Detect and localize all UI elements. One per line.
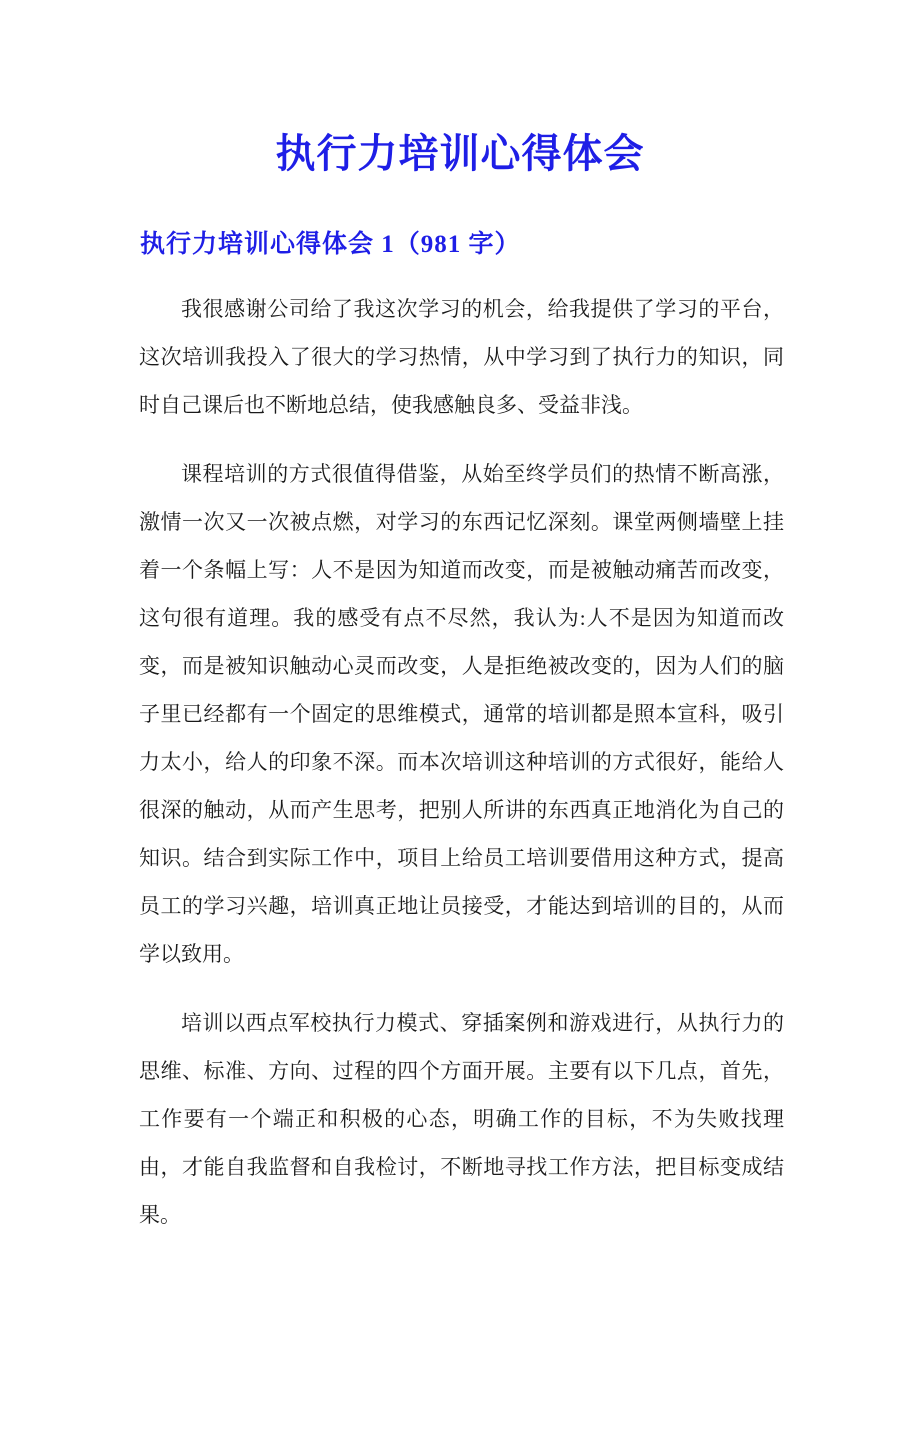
paragraph: 课程培训的方式很值得借鉴，从始至终学员们的热情不断高涨，激情一次又一次被点燃，对学习的东西记忆深刻。课堂两侧墙壁上挂着一个条幅上写：人不是因为知道而改变，而是被触动痛苦而改变，这句很有道理。我的感受有点不尽然，我认为:人不是因为知道而改变，而是被知识触动心灵而改变，人是拒绝被改变的，因为人们的脑子里已经都有一个固定的思维模式，通常的培训都是照本宣科，吸引力太小，给人的印象不深。而本次培训这种培训的方式很好，能给人很深的触动，从而产生思考，把别人所讲的东西真正地消化为自己的知识。结合到实际工作中，项目上给员工培训要借用这种方式，提高员工的学习兴趣，培训真正地让员接受，才能达到培训的目的，从而学以致用。 — [139, 462, 784, 966]
paragraph: 我很感谢公司给了我这次学习的机会，给我提供了学习的平台，这次培训我投入了很大的学习热情，从中学习到了执行力的知识，同时自己课后也不断地总结，使我感触良多、受益非浅。 — [139, 297, 784, 417]
paragraph: 培训以西点军校执行力模式、穿插案例和游戏进行，从执行力的思维、标准、方向、过程的四个方面开展。主要有以下几点，首先，工作要有一个端正和积极的心态，明确工作的目标，不为失败找理由，才能自我监督和自我检讨，不断地寻找工作方法，把目标变成结果。 — [139, 1011, 784, 1227]
document-title: 执行力培训心得体会 — [275, 131, 645, 176]
section-heading: 执行力培训心得体会 1（981 字） — [140, 231, 521, 258]
document-body — [0, 285, 920, 1239]
document-page — [0, 128, 920, 1430]
